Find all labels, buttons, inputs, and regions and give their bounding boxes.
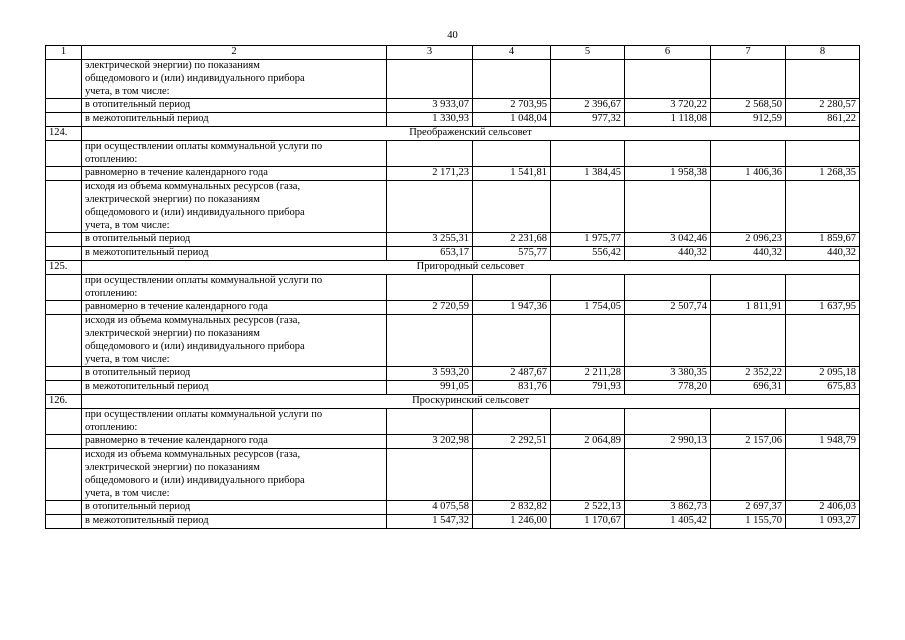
description-line: общедомового и (или) индивидуального прибора xyxy=(85,206,305,218)
description-line: учета, в том числе: xyxy=(85,85,170,97)
value-cell-empty xyxy=(786,140,860,167)
value-cell: 2 157,06 xyxy=(711,435,786,449)
value-cell: 696,31 xyxy=(711,381,786,395)
description-line: при осуществлении оплаты коммунальной услуги по xyxy=(85,140,323,152)
index-cell xyxy=(46,435,82,449)
section-row xyxy=(46,260,860,274)
value-cell: 2 568,50 xyxy=(711,99,786,113)
value-cell-empty xyxy=(473,408,551,435)
value-cell: 3 380,35 xyxy=(625,367,711,381)
value-cell: 1 547,32 xyxy=(387,515,473,529)
description-cell xyxy=(82,274,387,301)
value-cell: 675,83 xyxy=(786,381,860,395)
header-cell: 6 xyxy=(625,46,711,60)
value-cell: 1 948,79 xyxy=(786,435,860,449)
value-cell-empty xyxy=(387,315,473,367)
value-cell: 2 406,03 xyxy=(786,501,860,515)
value-cell-empty xyxy=(625,140,711,167)
table-row xyxy=(46,435,860,449)
value-cell-empty xyxy=(551,274,625,301)
description-cell xyxy=(82,408,387,435)
section-row xyxy=(46,394,860,408)
value-cell: 861,22 xyxy=(786,113,860,127)
description-row xyxy=(46,60,860,99)
row-label: в межотопительный период xyxy=(82,113,387,127)
description-line: отоплению: xyxy=(85,287,138,299)
value-cell: 2 171,23 xyxy=(387,167,473,181)
value-cell-empty xyxy=(387,274,473,301)
header-cell: 2 xyxy=(82,46,387,60)
value-cell-empty xyxy=(473,274,551,301)
value-cell: 1 405,42 xyxy=(625,515,711,529)
description-line: учета, в том числе: xyxy=(85,219,170,231)
description-cell xyxy=(82,60,387,99)
description-row xyxy=(46,408,860,435)
description-cell xyxy=(82,315,387,367)
description-line: общедомового и (или) индивидуального прибора xyxy=(85,72,305,84)
value-cell-empty xyxy=(551,181,625,233)
value-cell: 1 637,95 xyxy=(786,301,860,315)
value-cell: 2 703,95 xyxy=(473,99,551,113)
table-row xyxy=(46,367,860,381)
value-cell: 653,17 xyxy=(387,247,473,261)
value-cell: 2 096,23 xyxy=(711,233,786,247)
value-cell: 1 155,70 xyxy=(711,515,786,529)
value-cell: 1 268,35 xyxy=(786,167,860,181)
value-cell: 1 118,08 xyxy=(625,113,711,127)
table-row xyxy=(46,381,860,395)
description-line: при осуществлении оплаты коммунальной услуги по xyxy=(85,274,323,286)
value-cell-empty xyxy=(551,449,625,501)
table-row xyxy=(46,113,860,127)
value-cell-empty xyxy=(786,274,860,301)
table-row xyxy=(46,99,860,113)
value-cell: 1 754,05 xyxy=(551,301,625,315)
value-cell: 3 593,20 xyxy=(387,367,473,381)
value-cell: 1 859,67 xyxy=(786,233,860,247)
value-cell: 778,20 xyxy=(625,381,711,395)
value-cell: 2 396,67 xyxy=(551,99,625,113)
description-row xyxy=(46,140,860,167)
index-cell xyxy=(46,181,82,233)
description-line: общедомового и (или) индивидуального прибора xyxy=(85,340,305,352)
header-cell: 7 xyxy=(711,46,786,60)
table-row xyxy=(46,301,860,315)
value-cell: 2 832,82 xyxy=(473,501,551,515)
value-cell-empty xyxy=(625,315,711,367)
value-cell-empty xyxy=(551,408,625,435)
value-cell-empty xyxy=(625,181,711,233)
value-cell: 831,76 xyxy=(473,381,551,395)
index-cell xyxy=(46,167,82,181)
value-cell: 2 292,51 xyxy=(473,435,551,449)
value-cell-empty xyxy=(786,449,860,501)
value-cell: 3 255,31 xyxy=(387,233,473,247)
description-line: учета, в том числе: xyxy=(85,353,170,365)
value-cell-empty xyxy=(711,181,786,233)
value-cell-empty xyxy=(473,60,551,99)
value-cell-empty xyxy=(551,60,625,99)
header-cell: 3 xyxy=(387,46,473,60)
index-cell xyxy=(46,113,82,127)
value-cell-empty xyxy=(625,60,711,99)
header-cell: 1 xyxy=(46,46,82,60)
value-cell: 3 862,73 xyxy=(625,501,711,515)
description-cell xyxy=(82,140,387,167)
description-cell xyxy=(82,181,387,233)
value-cell: 1 330,93 xyxy=(387,113,473,127)
description-line: электрической энергии) по показаниям xyxy=(85,193,260,205)
tariff-table xyxy=(45,45,860,529)
value-cell: 3 202,98 xyxy=(387,435,473,449)
value-cell: 2 352,22 xyxy=(711,367,786,381)
description-line: исходя из объема коммунальных ресурсов (газа, xyxy=(85,315,301,327)
value-cell-empty xyxy=(387,449,473,501)
value-cell-empty xyxy=(387,60,473,99)
description-line: исходя из объема коммунальных ресурсов (газа, xyxy=(85,181,301,193)
value-cell-empty xyxy=(473,140,551,167)
index-cell xyxy=(46,367,82,381)
value-cell-empty xyxy=(786,181,860,233)
value-cell-empty xyxy=(551,315,625,367)
value-cell: 1 975,77 xyxy=(551,233,625,247)
value-cell: 1 541,81 xyxy=(473,167,551,181)
index-cell xyxy=(46,247,82,261)
header-cell: 5 xyxy=(551,46,625,60)
value-cell: 1 958,38 xyxy=(625,167,711,181)
row-label: в отопительный период xyxy=(82,99,387,113)
value-cell: 1 048,04 xyxy=(473,113,551,127)
value-cell: 440,32 xyxy=(786,247,860,261)
description-row xyxy=(46,181,860,233)
header-cell: 4 xyxy=(473,46,551,60)
row-label: в межотопительный период xyxy=(82,381,387,395)
value-cell: 3 720,22 xyxy=(625,99,711,113)
value-cell: 1 406,36 xyxy=(711,167,786,181)
value-cell-empty xyxy=(711,449,786,501)
value-cell-empty xyxy=(473,181,551,233)
table-row xyxy=(46,233,860,247)
value-cell: 2 990,13 xyxy=(625,435,711,449)
section-index: 126. xyxy=(46,394,82,408)
value-cell-empty xyxy=(551,140,625,167)
index-cell xyxy=(46,381,82,395)
value-cell: 2 095,18 xyxy=(786,367,860,381)
row-label: в отопительный период xyxy=(82,233,387,247)
value-cell-empty xyxy=(711,408,786,435)
description-line: отоплению: xyxy=(85,421,138,433)
section-row xyxy=(46,126,860,140)
description-row xyxy=(46,274,860,301)
index-cell xyxy=(46,99,82,113)
description-cell xyxy=(82,449,387,501)
value-cell: 1 246,00 xyxy=(473,515,551,529)
table-row xyxy=(46,167,860,181)
value-cell: 4 075,58 xyxy=(387,501,473,515)
index-cell xyxy=(46,140,82,167)
description-line: исходя из объема коммунальных ресурсов (газа, xyxy=(85,449,301,461)
section-title: Пригородный сельсовет xyxy=(82,260,860,274)
value-cell: 1 093,27 xyxy=(786,515,860,529)
section-title: Проскуринский сельсовет xyxy=(82,394,860,408)
value-cell: 575,77 xyxy=(473,247,551,261)
row-label: равномерно в течение календарного года xyxy=(82,301,387,315)
value-cell-empty xyxy=(711,140,786,167)
table-row xyxy=(46,501,860,515)
section-title: Преображенский сельсовет xyxy=(82,126,860,140)
value-cell-empty xyxy=(625,408,711,435)
description-line: при осуществлении оплаты коммунальной услуги по xyxy=(85,408,323,420)
value-cell: 3 042,46 xyxy=(625,233,711,247)
value-cell-empty xyxy=(473,449,551,501)
value-cell: 2 487,67 xyxy=(473,367,551,381)
description-row xyxy=(46,315,860,367)
value-cell: 912,59 xyxy=(711,113,786,127)
value-cell-empty xyxy=(711,315,786,367)
value-cell-empty xyxy=(786,315,860,367)
value-cell: 2 231,68 xyxy=(473,233,551,247)
index-cell xyxy=(46,408,82,435)
value-cell: 1 811,91 xyxy=(711,301,786,315)
value-cell: 1 947,36 xyxy=(473,301,551,315)
row-label: равномерно в течение календарного года xyxy=(82,167,387,181)
value-cell: 977,32 xyxy=(551,113,625,127)
value-cell: 2 064,89 xyxy=(551,435,625,449)
value-cell-empty xyxy=(711,60,786,99)
description-line: учета, в том числе: xyxy=(85,487,170,499)
index-cell xyxy=(46,449,82,501)
index-cell xyxy=(46,301,82,315)
description-line: общедомового и (или) индивидуального прибора xyxy=(85,474,305,486)
value-cell-empty xyxy=(387,140,473,167)
table-row xyxy=(46,515,860,529)
description-line: отоплению: xyxy=(85,153,138,165)
section-index: 124. xyxy=(46,126,82,140)
index-cell xyxy=(46,233,82,247)
value-cell: 440,32 xyxy=(625,247,711,261)
value-cell-empty xyxy=(625,449,711,501)
value-cell: 440,32 xyxy=(711,247,786,261)
value-cell-empty xyxy=(786,60,860,99)
value-cell-empty xyxy=(387,181,473,233)
value-cell-empty xyxy=(625,274,711,301)
value-cell: 2 280,57 xyxy=(786,99,860,113)
section-index: 125. xyxy=(46,260,82,274)
description-line: электрической энергии) по показаниям xyxy=(85,461,260,473)
value-cell-empty xyxy=(786,408,860,435)
value-cell: 1 384,45 xyxy=(551,167,625,181)
row-label: в межотопительный период xyxy=(82,247,387,261)
header-cell: 8 xyxy=(786,46,860,60)
index-cell xyxy=(46,60,82,99)
value-cell: 556,42 xyxy=(551,247,625,261)
table-row xyxy=(46,247,860,261)
value-cell: 2 720,59 xyxy=(387,301,473,315)
row-label: в отопительный период xyxy=(82,501,387,515)
value-cell: 991,05 xyxy=(387,381,473,395)
description-row xyxy=(46,449,860,501)
description-line: электрической энергии) по показаниям xyxy=(85,60,260,71)
page-number: 40 xyxy=(447,30,458,41)
value-cell: 2 507,74 xyxy=(625,301,711,315)
description-line: электрической энергии) по показаниям xyxy=(85,327,260,339)
index-cell xyxy=(46,274,82,301)
index-cell xyxy=(46,515,82,529)
value-cell-empty xyxy=(711,274,786,301)
row-label: в отопительный период xyxy=(82,367,387,381)
value-cell: 1 170,67 xyxy=(551,515,625,529)
value-cell: 3 933,07 xyxy=(387,99,473,113)
value-cell-empty xyxy=(473,315,551,367)
index-cell xyxy=(46,501,82,515)
header-row xyxy=(46,46,860,60)
row-label: в межотопительный период xyxy=(82,515,387,529)
value-cell-empty xyxy=(387,408,473,435)
value-cell: 791,93 xyxy=(551,381,625,395)
value-cell: 2 211,28 xyxy=(551,367,625,381)
value-cell: 2 697,37 xyxy=(711,501,786,515)
value-cell: 2 522,13 xyxy=(551,501,625,515)
row-label: равномерно в течение календарного года xyxy=(82,435,387,449)
index-cell xyxy=(46,315,82,367)
